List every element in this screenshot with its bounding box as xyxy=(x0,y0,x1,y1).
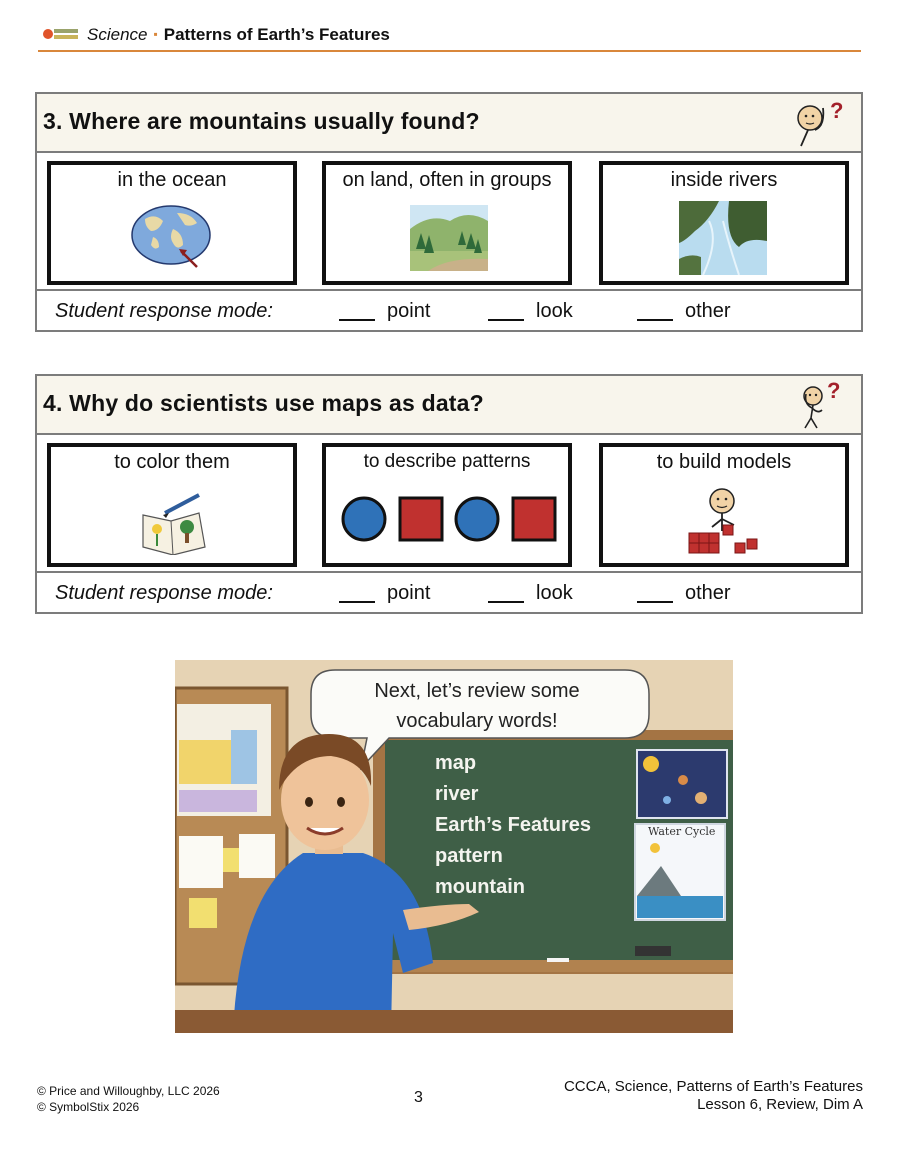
choice-label: to build models xyxy=(656,451,792,473)
response-other[interactable] xyxy=(637,582,731,605)
response-point-label: point xyxy=(387,582,431,604)
response-blank[interactable] xyxy=(488,583,524,603)
builder-blocks-icon xyxy=(687,485,763,559)
river-icon xyxy=(679,201,767,275)
choice-inside-rivers[interactable] xyxy=(599,161,849,285)
question-4-choices xyxy=(37,435,861,573)
vocab-word: map xyxy=(435,752,477,774)
vocabulary-list xyxy=(435,748,591,903)
copyright-line: © SymbolStix 2026 xyxy=(37,1100,140,1114)
question-3-choices xyxy=(37,153,861,291)
question-4-header xyxy=(37,376,861,435)
response-blank[interactable] xyxy=(339,301,375,321)
choice-label: inside rivers xyxy=(670,169,778,191)
choice-label: to color them xyxy=(114,451,230,473)
footer-copyright xyxy=(37,1083,220,1115)
response-point[interactable] xyxy=(339,300,430,323)
header-subject: Science xyxy=(87,25,148,44)
choice-to-describe-patterns[interactable] xyxy=(322,443,572,567)
question-4-title: 4. Why do scientists use maps as data? xyxy=(43,390,484,416)
thinking-person-icon xyxy=(793,378,845,432)
svg-text:?: ? xyxy=(827,378,841,403)
lesson-line: Lesson 6, Review, Dim A xyxy=(697,1096,863,1113)
response-blank[interactable] xyxy=(637,301,673,321)
header-topic: Patterns of Earth’s Features xyxy=(163,25,390,44)
response-mode-label: Student response mode: xyxy=(55,582,273,604)
vocab-word: mountain xyxy=(435,876,525,898)
question-3-header xyxy=(37,94,861,153)
response-point-label: point xyxy=(387,300,431,322)
response-blank[interactable] xyxy=(637,583,673,603)
question-3-response xyxy=(37,291,861,330)
page-number: 3 xyxy=(414,1089,423,1106)
thinking-person-icon xyxy=(793,96,845,150)
question-3-box xyxy=(35,92,863,332)
choice-to-color-them[interactable] xyxy=(47,443,297,567)
response-blank[interactable] xyxy=(488,301,524,321)
header-separator: ▪ xyxy=(153,27,158,41)
water-cycle-poster-title: Water Cycle xyxy=(648,825,716,838)
response-blank[interactable] xyxy=(339,583,375,603)
choice-in-the-ocean[interactable] xyxy=(47,161,297,285)
choice-label: in the ocean xyxy=(117,169,227,191)
choice-to-build-models[interactable] xyxy=(599,443,849,567)
response-other-label: other xyxy=(685,582,731,604)
copyright-line: © Price and Willoughby, LLC 2026 xyxy=(37,1084,220,1098)
course-line: CCCA, Science, Patterns of Earth’s Features xyxy=(563,1078,863,1095)
page-header xyxy=(38,22,861,52)
footer-course-info xyxy=(564,1078,863,1114)
response-look-label: look xyxy=(536,300,573,322)
response-mode-label: Student response mode: xyxy=(55,300,273,322)
globe-icon xyxy=(131,205,213,271)
vocab-word: river xyxy=(435,783,479,805)
mountain-landscape-icon xyxy=(410,205,488,271)
svg-text:?: ? xyxy=(830,98,844,123)
response-look-label: look xyxy=(536,582,573,604)
vocab-word: Earth’s Features xyxy=(435,814,591,836)
pattern-shapes-icon xyxy=(340,495,558,543)
response-other-label: other xyxy=(685,300,731,322)
speech-bubble-text: Next, let’s review some vocabulary words! xyxy=(374,680,580,732)
response-other[interactable] xyxy=(637,300,731,323)
question-4-response xyxy=(37,573,861,612)
response-look[interactable] xyxy=(488,582,573,605)
question-3-title: 3. Where are mountains usually found? xyxy=(43,108,480,134)
vocab-word: pattern xyxy=(435,845,503,867)
choice-on-land[interactable] xyxy=(322,161,572,285)
header-title xyxy=(87,25,390,45)
question-4-box xyxy=(35,374,863,614)
choice-label: to describe patterns xyxy=(363,451,531,472)
response-point[interactable] xyxy=(339,582,430,605)
coloring-book-icon xyxy=(139,493,207,555)
choice-label: on land, often in groups xyxy=(342,169,552,191)
logo-icon xyxy=(42,27,80,41)
response-look[interactable] xyxy=(488,300,573,323)
